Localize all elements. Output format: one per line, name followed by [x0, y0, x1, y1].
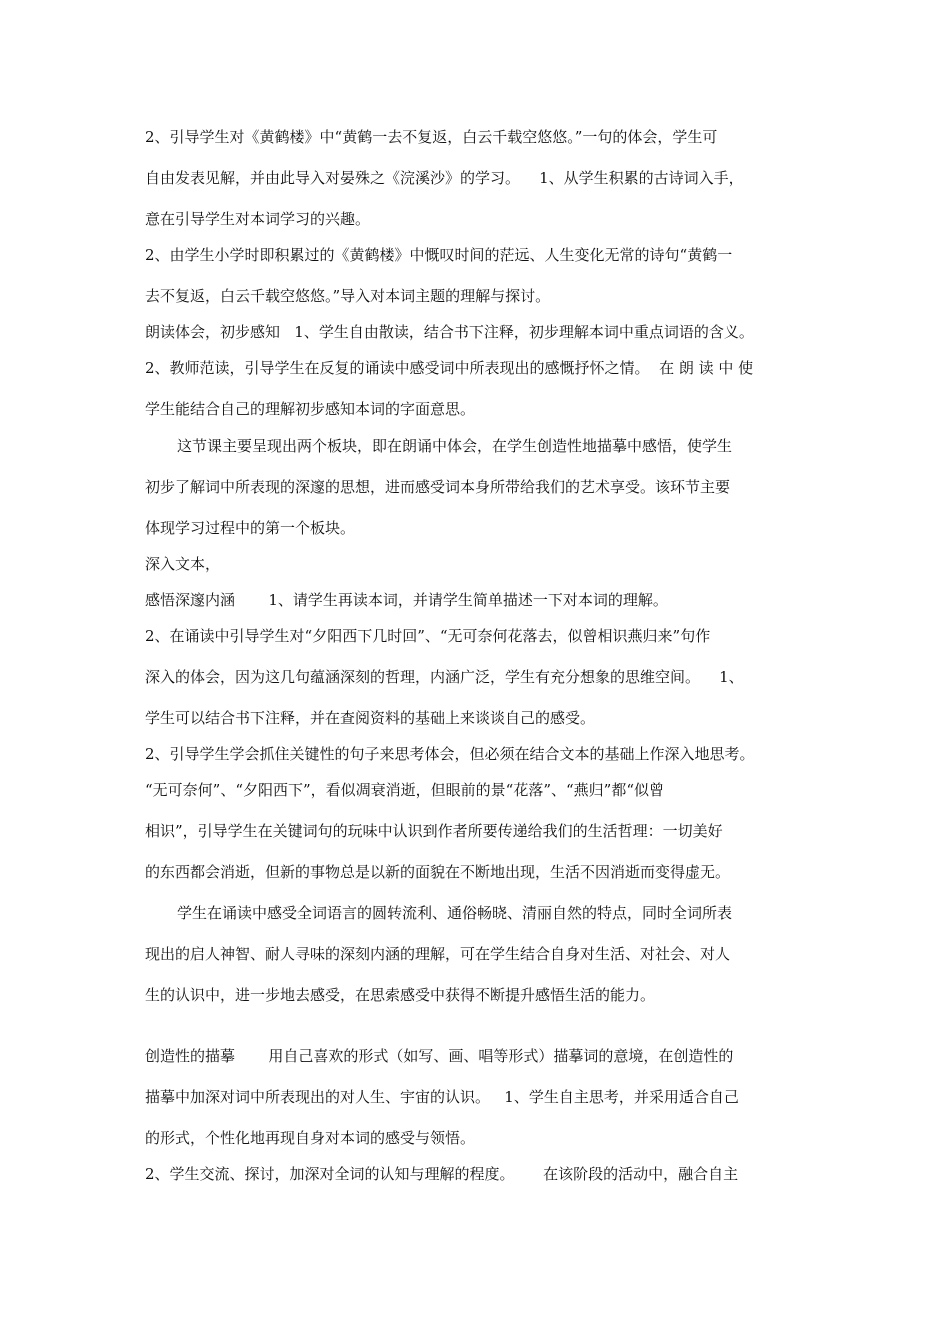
- text-line: 的形式，个性化地再现自身对本词的感受与领悟。: [145, 1129, 476, 1147]
- text-line: 意在引导学生对本词学习的兴趣。: [145, 210, 371, 228]
- text-line: 2、在诵读中引导学生对“夕阳西下几时回”、“无可奈何花落去，似曾相识燕归来”句作: [145, 627, 711, 645]
- text-line: 创造性的描摹 用自己喜欢的形式（如写、画、唱等形式）描摹词的意境，在创造性的: [145, 1047, 734, 1065]
- text-line: 感悟深邃内涵 1、请学生再读本词，并请学生简单描述一下对本词的理解。: [145, 591, 668, 609]
- text-line: 相识”，引导学生在关键词句的玩味中认识到作者所要传递给我们的生活哲理：一切美好: [145, 822, 723, 840]
- text-line: 2、引导学生学会抓住关键性的句子来思考体会，但必须在结合文本的基础上作深入地思考。: [145, 745, 755, 763]
- text-line: 朗读体会，初步感知 1、学生自由散读，结合书下注释，初步理解本词中重点词语的含义。: [145, 323, 754, 341]
- text-line: 的东西都会消逝，但新的事物总是以新的面貌在不断地出现，生活不因消逝而变得虚无。: [145, 863, 731, 881]
- text-line: 去不复返，白云千载空悠悠。”导入对本词主题的理解与探讨。: [145, 287, 551, 305]
- text-line: 深入的体会，因为这几句蕴涵深刻的哲理，内涵广泛，学生有充分想象的思维空间。 1、: [145, 668, 744, 686]
- text-line: 现出的启人神智、耐人寻味的深刻内涵的理解，可在学生结合自身对生活、对社会、对人: [145, 945, 731, 963]
- text-line: 这节课主要呈现出两个板块，即在朗诵中体会，在学生创造性地描摹中感悟，使学生: [177, 437, 733, 455]
- text-line: 2、引导学生对《黄鹤楼》中“黄鹤一去不复返，白云千载空悠悠。”一句的体会，学生可: [145, 128, 718, 146]
- text-line: 学生可以结合书下注释，并在查阅资料的基础上来谈谈自己的感受。: [145, 709, 596, 727]
- text-line: 学生能结合自己的理解初步感知本词的字面意思。: [145, 400, 476, 418]
- text-line: “无可奈何”、“夕阳西下”，看似凋衰消逝，但眼前的景“花落”、“燕归”都“似曾: [145, 781, 665, 799]
- text-line: 学生在诵读中感受全词语言的圆转流利、通俗畅晓、清丽自然的特点，同时全词所表: [177, 904, 733, 922]
- text-line: 自由发表见解，并由此导入对晏殊之《浣溪沙》的学习。 1、从学生积累的古诗词入手，: [145, 169, 744, 187]
- text-line: 2、由学生小学时即积累过的《黄鹤楼》中慨叹时间的茫远、人生变化无常的诗句“黄鹤一: [145, 246, 733, 264]
- text-line: 生的认识中，进一步地去感受，在思索感受中获得不断提升感悟生活的能力。: [145, 986, 656, 1004]
- text-line: 2、教师范读，引导学生在反复的诵读中感受词中所表现出的感慨抒怀之情。 在 朗 读 中 使: [145, 359, 754, 377]
- text-line: 描摹中加深对词中所表现出的对人生、宇宙的认识。 1、学生自主思考，并采用适合自己: [145, 1088, 739, 1106]
- text-line: 2、学生交流、探讨，加深对全词的认知与理解的程度。 在该阶段的活动中，融合自主: [145, 1165, 739, 1183]
- text-line: 体现学习过程中的第一个板块。: [145, 519, 356, 537]
- text-line: 初步了解词中所表现的深邃的思想，进而感受词本身所带给我们的艺术享受。该环节主要: [145, 478, 731, 496]
- text-line: 深入文本，: [145, 555, 221, 573]
